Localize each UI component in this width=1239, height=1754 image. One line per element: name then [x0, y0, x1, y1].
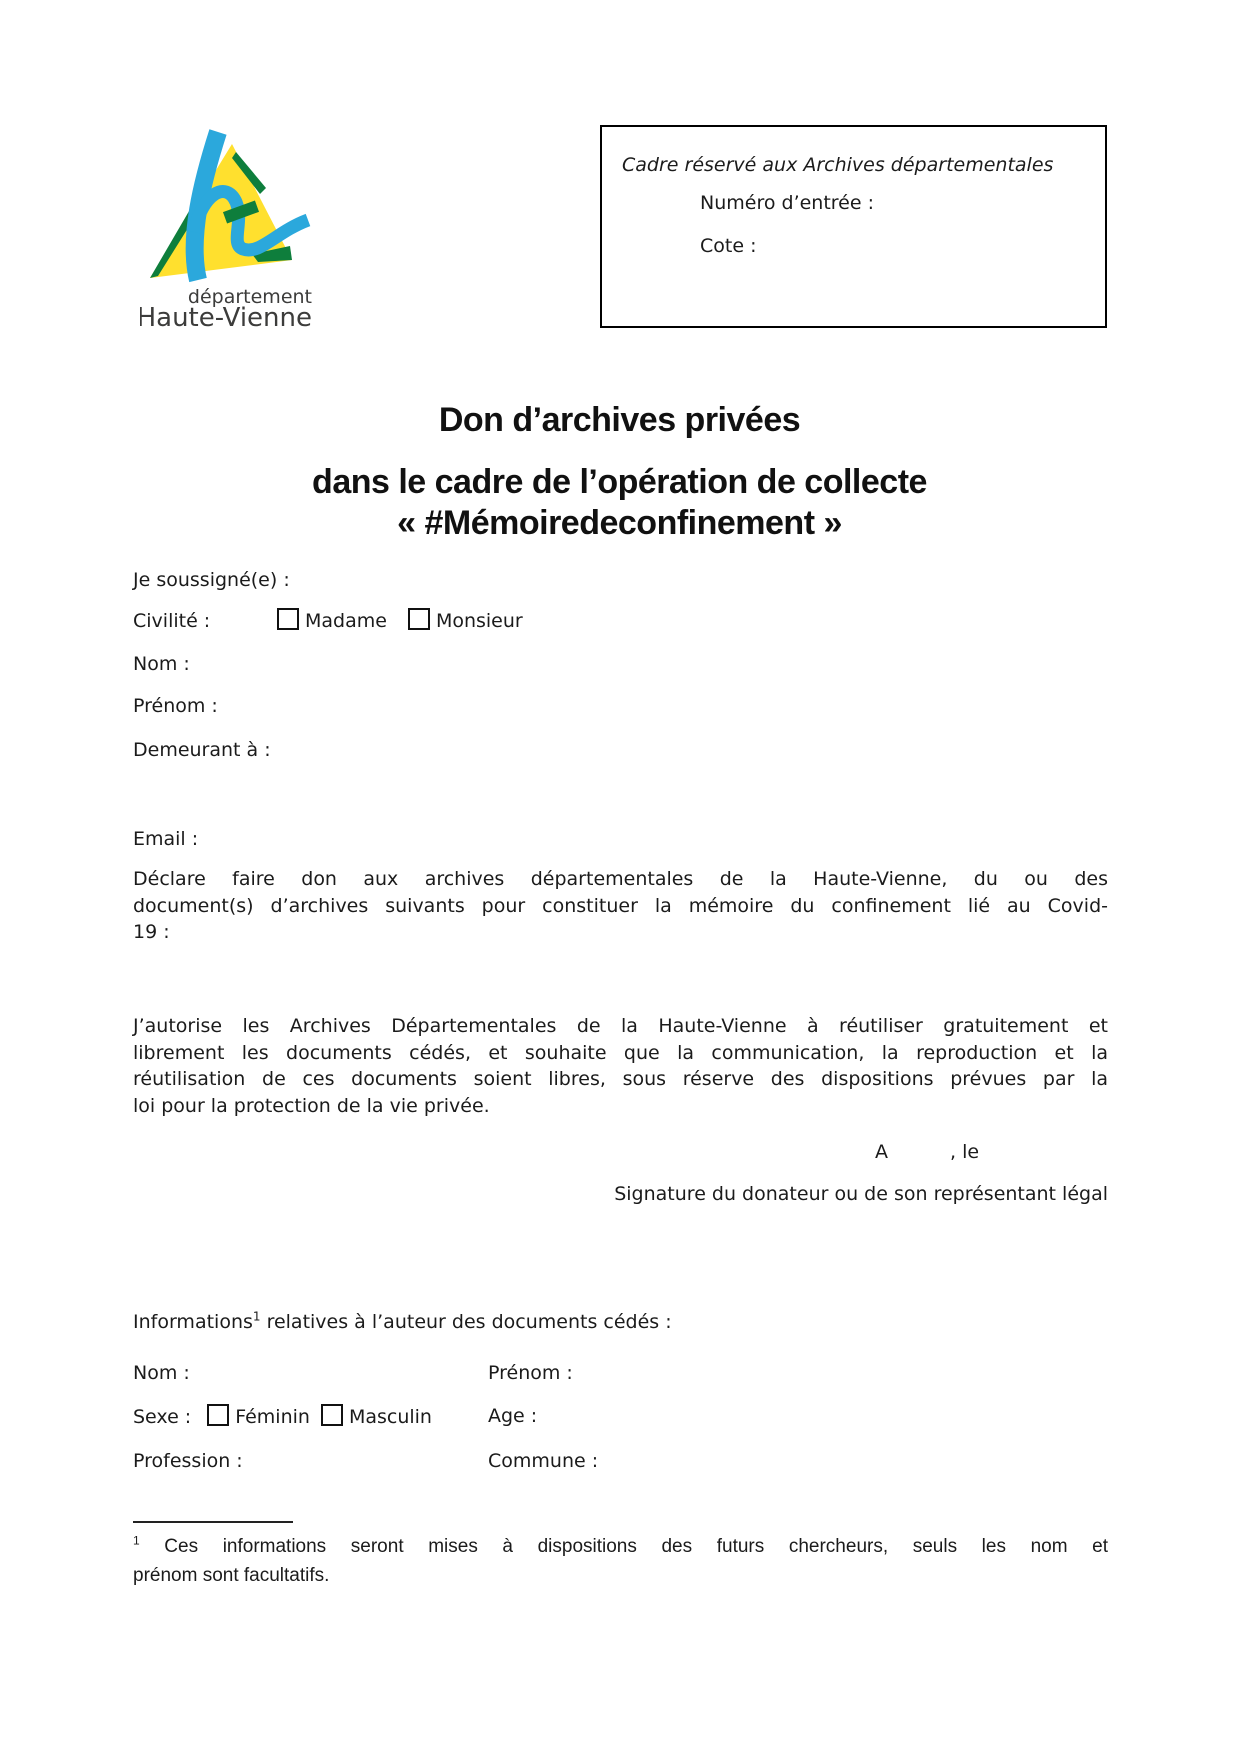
commune-label: Commune : [488, 1450, 599, 1472]
checkbox-masculin[interactable] [321, 1404, 343, 1426]
document-subtitle-line2: « #Mémoiredeconfinement » [397, 504, 842, 542]
date-label: , le [950, 1141, 980, 1163]
declaration-line: document(s) d’archives suivants pour constituer la mémoire du confinement lié au Covid- [133, 894, 1108, 917]
checkbox-feminin[interactable] [207, 1404, 229, 1426]
footnote [133, 1532, 1108, 1590]
checkbox-feminin-label: Féminin [235, 1406, 310, 1428]
prenom-row [133, 694, 1108, 718]
footnote-marker: 1 [133, 1533, 140, 1548]
signature-row [133, 1182, 1108, 1206]
authorization-line: librement les documents cédés, et souhaite que la communication, la reproduction et la [133, 1041, 1108, 1064]
age-label: Age : [488, 1405, 538, 1427]
je-soussigne-label: Je soussigné(e) : [133, 569, 290, 591]
profession-label: Profession : [133, 1450, 243, 1472]
haute-vienne-logo [140, 128, 320, 328]
je-soussigne-row [133, 568, 1108, 592]
haute-vienne-logo-icon [140, 128, 320, 328]
archives-reserved-box [600, 125, 1107, 328]
author-nom-prenom-row [133, 1361, 1108, 1385]
email-row [133, 827, 1108, 851]
checkbox-monsieur[interactable] [408, 608, 430, 630]
footnote-separator [133, 1521, 293, 1523]
email-label: Email : [133, 828, 199, 850]
authorization-line: réutilisation de ces documents soient libres, sous réserve des dispositions prévues par la [133, 1068, 1108, 1090]
checkbox-madame[interactable] [277, 608, 299, 630]
checkbox-masculin-label: Masculin [348, 1406, 432, 1428]
document-title: Don d’archives privées [438, 401, 801, 439]
demeurant-label: Demeurant à : [133, 739, 271, 761]
checkbox-monsieur-label: Monsieur [435, 610, 523, 632]
footnote-line: prénom sont facultatifs. [133, 1565, 330, 1586]
authorization-paragraph [133, 1013, 1108, 1119]
author-prenom-label: Prénom : [488, 1362, 573, 1384]
logo-department-word: département [187, 286, 312, 308]
entry-number-label: Numéro d’entrée : [700, 192, 875, 214]
cote-label: Cote : [700, 235, 757, 257]
place-label: A [875, 1141, 888, 1163]
author-nom-label: Nom : [133, 1362, 190, 1384]
prenom-label: Prénom : [133, 695, 218, 717]
demeurant-row [133, 738, 1108, 762]
author-info-heading-text: Informations [133, 1311, 253, 1333]
signature-label: Signature du donateur ou de son représentant légal [614, 1183, 1108, 1205]
declaration-line: Déclare faire don aux archives départementales de la Haute-Vienne, du ou des [133, 868, 1108, 890]
author-info-heading [133, 1310, 1108, 1334]
sexe-label: Sexe : [133, 1406, 192, 1428]
document-subtitle-line1: dans le cadre de l’opération de collecte [312, 463, 927, 501]
footnote-text: Ces informations seront mises à dispositions des futurs chercheurs, seuls les nom et [164, 1536, 1108, 1557]
document-subtitle [0, 462, 1239, 544]
declaration-line: 19 : [133, 921, 170, 943]
authorization-line: loi pour la protection de la vie privée. [133, 1094, 490, 1117]
reserved-box-title: Cadre réservé aux Archives départementales [622, 154, 1054, 176]
civilite-label: Civilité : [133, 610, 211, 632]
logo-name: Haute-Vienne [140, 303, 312, 328]
authorization-line: J’autorise les Archives Départementales de la Haute-Vienne à réutiliser gratuitement et [133, 1015, 1108, 1037]
author-info-heading-suffix: relatives à l’auteur des documents cédés : [260, 1311, 672, 1333]
author-profession-commune-row [133, 1449, 1108, 1473]
declaration-paragraph [133, 866, 1108, 946]
civilite-row [133, 608, 1108, 633]
footnote-ref-superscript: 1 [252, 1309, 261, 1324]
checkbox-madame-label: Madame [305, 610, 387, 632]
place-date-row [133, 1140, 1108, 1164]
author-sexe-age-row [133, 1404, 1108, 1429]
nom-label: Nom : [133, 653, 190, 675]
nom-row [133, 652, 1108, 676]
footnote-line [133, 1532, 1108, 1561]
